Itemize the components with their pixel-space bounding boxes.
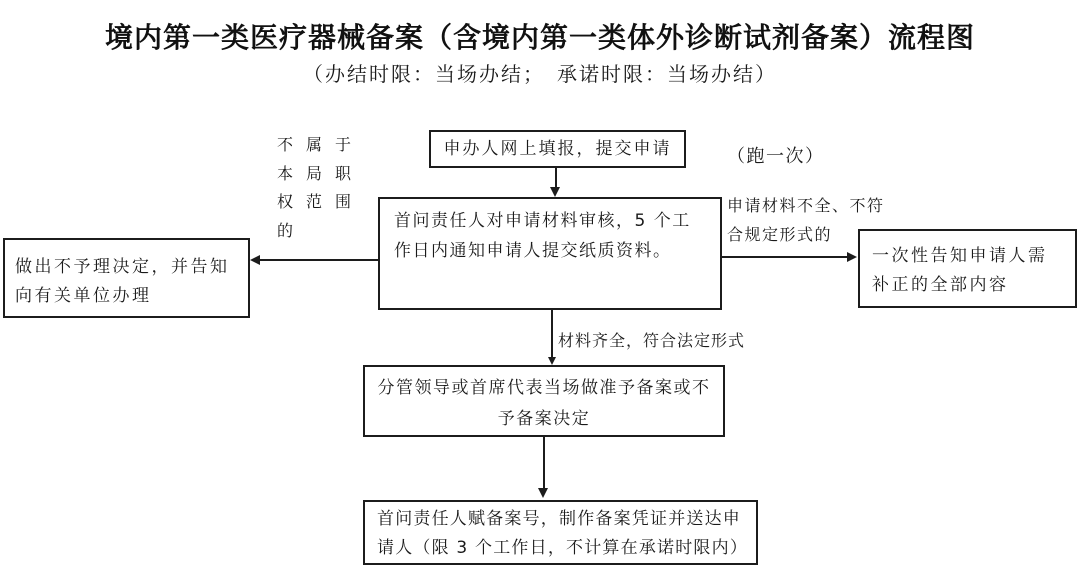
node-one-time-notify: 一次性告知申请人需补正的全部内容	[858, 229, 1077, 308]
note-complete-materials: 材料齐全，符合法定形式	[558, 331, 746, 350]
node-issue-certificate: 首问责任人赋备案号，制作备案凭证并送达申请人（限 3 个工作日，不计算在承诺时限内）	[363, 500, 758, 565]
node-reject-decision: 做出不予理决定，并告知向有关单位办理	[3, 238, 250, 318]
arrow-decision-to-issue-line	[543, 437, 545, 489]
note-incomplete-line: 申请材料不全、不符	[727, 196, 885, 215]
arrow-down-icon	[550, 187, 560, 197]
page-title: 境内第一类医疗器械备案（含境内第一类体外诊断试剂备案）流程图	[104, 21, 975, 54]
page-subtitle: （办结时限：当场办结； 承诺时限：当场办结）	[303, 62, 777, 86]
note-out-of-scope-line: 不属于	[277, 135, 351, 154]
arrow-review-to-notify-line	[722, 256, 849, 258]
arrow-apply-to-review-line	[555, 168, 557, 189]
note-out-of-scope-line: 本局职	[277, 163, 351, 183]
node-material-review: 首问责任人对申请材料审核，5 个工作日内通知申请人提交纸质资料。	[378, 197, 722, 310]
arrow-left-icon	[250, 255, 260, 265]
arrow-review-to-decision-line	[551, 310, 553, 359]
node-apply-online: 申办人网上填报，提交申请	[429, 130, 686, 168]
note-incomplete-materials	[727, 191, 885, 249]
arrow-review-to-reject-line	[258, 259, 378, 261]
node-filing-decision: 分管领导或首席代表当场做准予备案或不予备案决定	[363, 365, 725, 437]
note-out-of-scope	[277, 131, 351, 245]
note-out-of-scope-line: 的	[277, 220, 294, 240]
note-incomplete-line: 合规定形式的	[727, 225, 833, 244]
note-out-of-scope-line: 权范围	[277, 192, 351, 211]
arrow-right-icon	[847, 252, 857, 262]
arrow-down-icon	[538, 488, 548, 498]
arrow-down-icon	[548, 357, 556, 365]
note-run-once: （跑一次）	[727, 146, 825, 167]
